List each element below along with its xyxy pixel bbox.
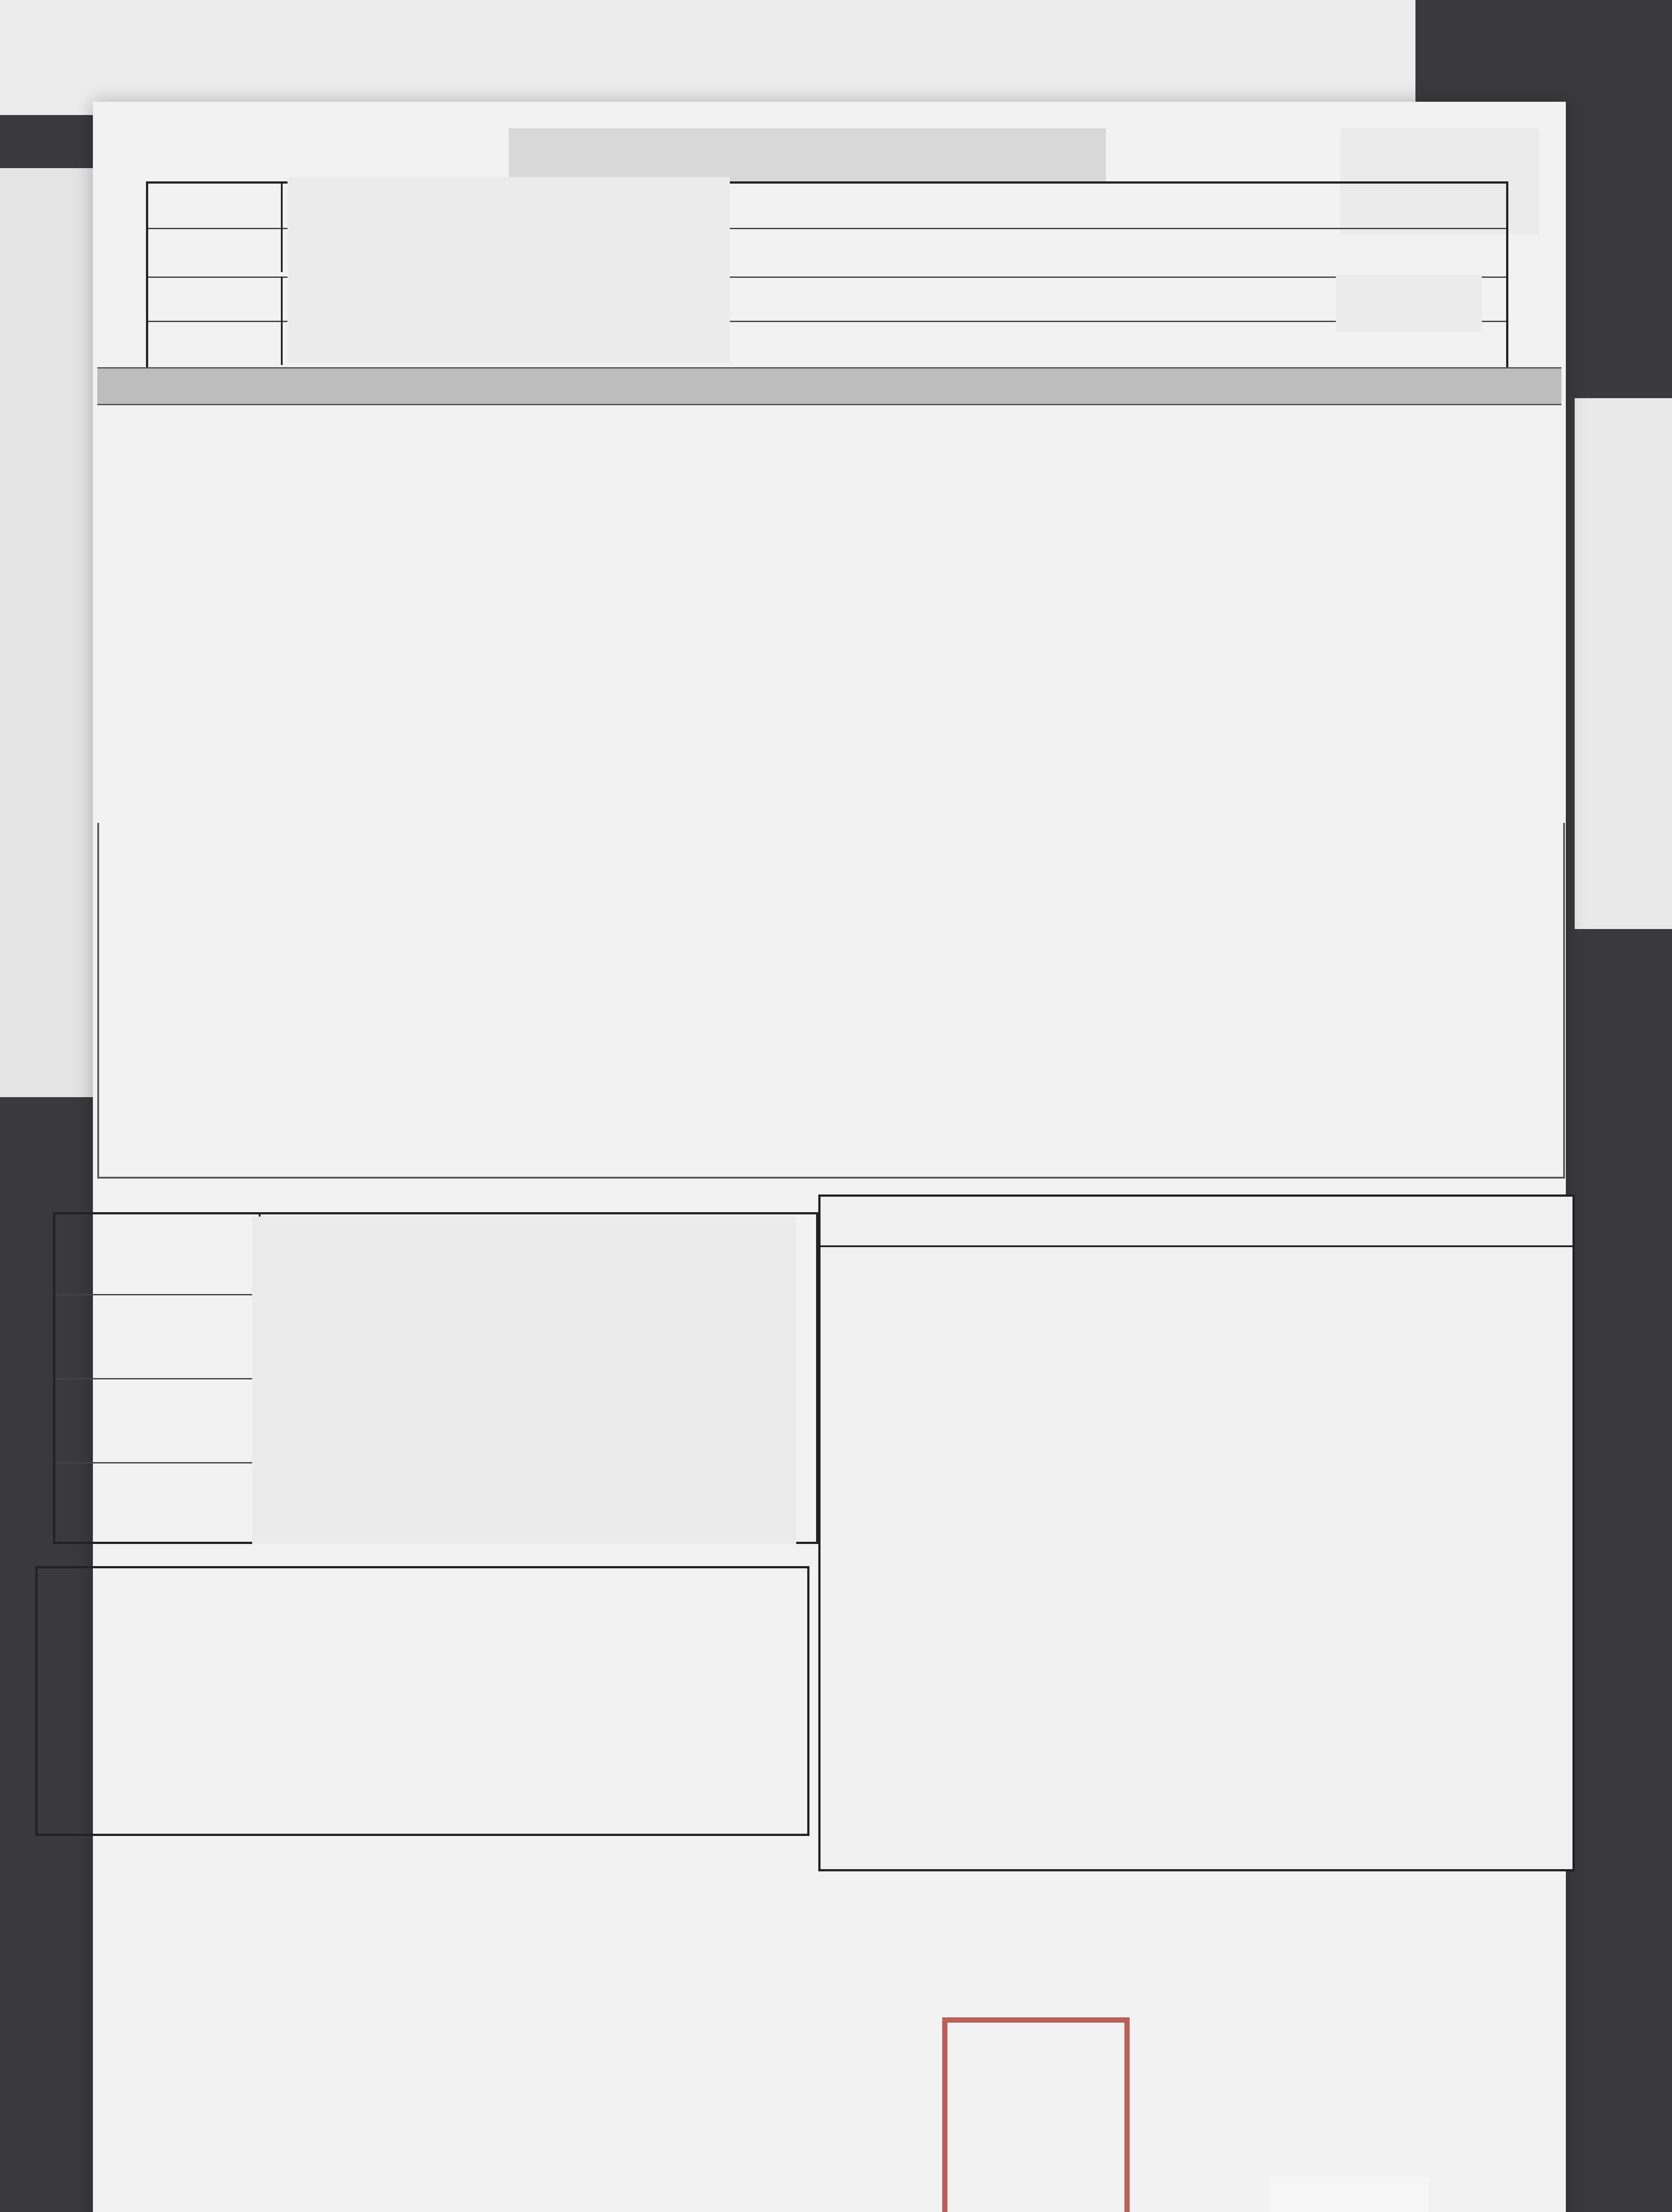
fee-breakdown-title — [821, 1197, 1572, 1247]
redacted-postal — [1336, 274, 1482, 332]
background-paper-left — [0, 168, 106, 1097]
delivery-address-label — [55, 1294, 261, 1379]
shop-stamp — [942, 2017, 1130, 2212]
background-paper-right — [1575, 398, 1672, 929]
delivery-date-label — [55, 1462, 261, 1542]
redacted-staff — [1269, 2177, 1429, 2212]
items-blank-area — [97, 823, 1565, 1179]
document-title — [509, 128, 1106, 181]
address-label — [148, 276, 283, 321]
name-label — [148, 228, 283, 272]
redacted-delivery — [252, 1217, 796, 1544]
background-paper-top — [0, 0, 1415, 115]
items-table — [97, 367, 1561, 405]
delivery-tel-label — [55, 1378, 261, 1463]
handling-label — [148, 321, 283, 365]
delivery-dest-label — [55, 1214, 261, 1295]
plan-remarks-box — [35, 1566, 809, 1836]
items-table-header — [97, 367, 1561, 405]
redacted-customer — [288, 177, 730, 363]
usage-date-label — [148, 184, 283, 228]
fee-breakdown-box — [818, 1194, 1575, 1871]
